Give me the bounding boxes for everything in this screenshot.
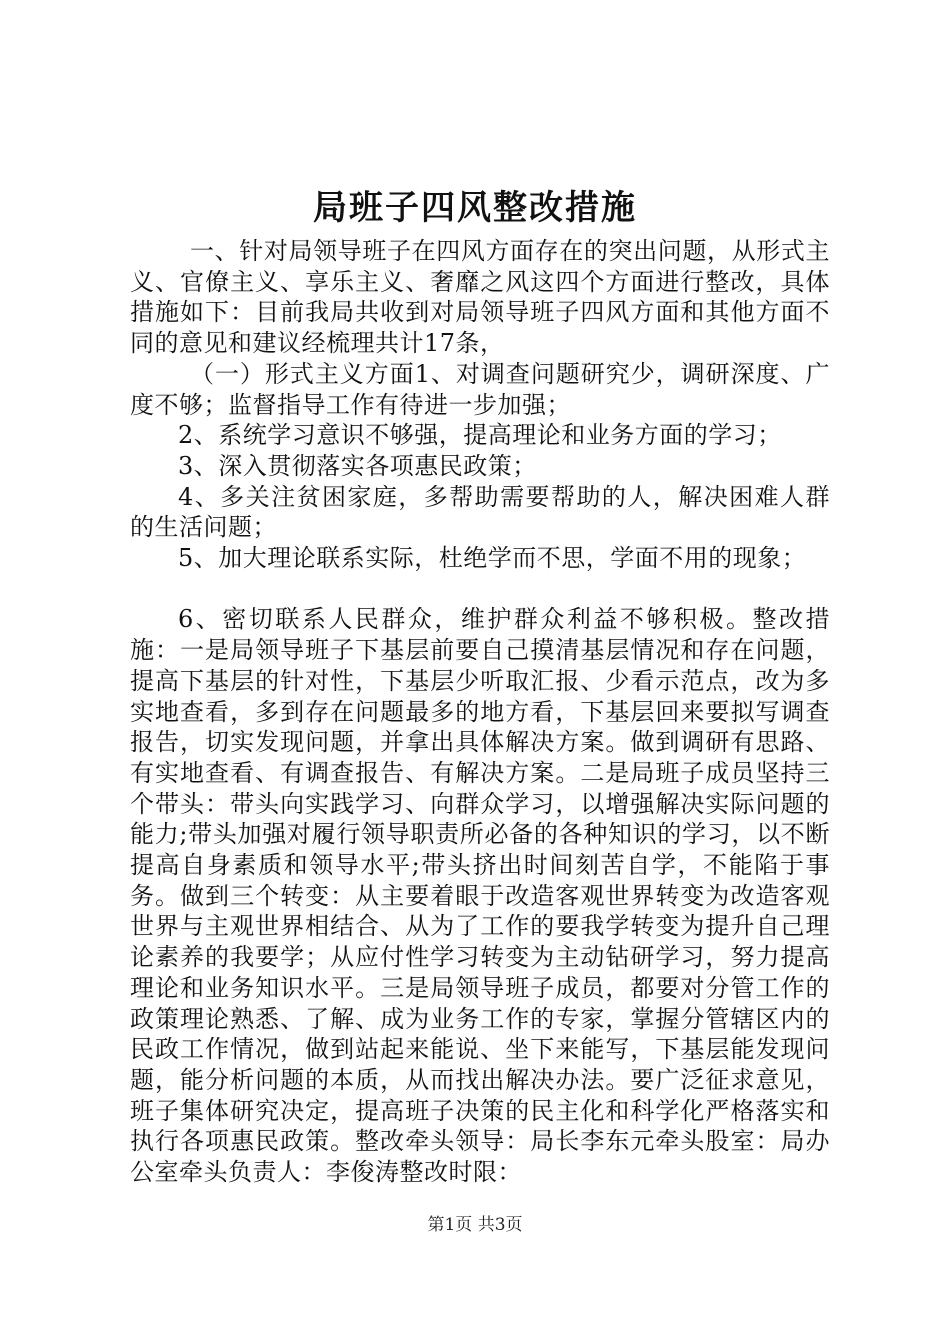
paragraph-item-5: 5、加大理论联系实际，杜绝学而不思，学面不用的现象； — [178, 544, 807, 573]
page-number-footer: 第1页 共3页 — [427, 1215, 523, 1235]
paragraph-item-2: 2、系统学习意识不够强，提高理论和业务方面的学习； — [178, 421, 782, 450]
blank-line — [130, 574, 830, 605]
paragraph-item-3: 3、深入贯彻落实各项惠民政策； — [178, 451, 537, 480]
paragraph-intro: 一、针对局领导班子在四风方面存在的突出问题，从形式主义、官僚主义、享乐主义、奢靡之风这四个方面进行整改，具体措施如下：目前我局共收到对局领导班子四风方面和其他方面不同的意见和建议经梳理共计17条， — [130, 237, 830, 358]
paragraph-item-4: 4、多关注贫困家庭，多帮助需要帮助的人，解决困难人群的生活问题； — [130, 482, 830, 542]
document-body — [130, 236, 830, 1188]
paragraph-item-6-measures: 6、密切联系人民群众，维护群众利益不够积极。整改措施：一是局领导班子下基层前要自己摸清基层情况和存在问题，提高下基层的针对性，下基层少听取汇报、少看示范点，改为多实地查看，多到存在问题最多的地方看，下基层回来要拟写调查报告，切实发现问题，并拿出具体解决方案。做到调研有思路、有实地查看、有调查报告、有解决方案。二是局班子成员坚持三个带头：带头向实践学习、向群众学习，以增强解决实际问题的能力;带头加强对履行领导职责所必备的各种知识的学习，以不断提高自身素质和领导水平;带头挤出时间刻苦自学，不能陷于事务。做到三个转变：从主要着眼于改造客观世界转变为改造客观世界与主观世界相结合、从为了工作的要我学转变为提升自己理论素养的我要学；从应付性学习转变为主动钻研学习，努力提高理论和业务知识水平。三是局领导班子成员，都要对分管工作的政策理论熟悉、了解、成为业务工作的专家，掌握分管辖区内的民政工作情况，做到站起来能说、坐下来能写，下基层能发现问题，能分析问题的本质，从而找出解决办法。要广泛征求意见，班子集体研究决定，提高班子决策的民主化和科学化严格落实和执行各项惠民政策。整改牵头领导：局长李东元牵头股室：局办公室牵头负责人：李俊涛整改时限： — [130, 605, 830, 1187]
paragraph-formalism: （一）形式主义方面1、对调查问题研究少，调研深度、广度不够；监督指导工作有待进一步加强； — [130, 359, 830, 419]
document-title: 局班子四风整改措施 — [313, 188, 637, 228]
